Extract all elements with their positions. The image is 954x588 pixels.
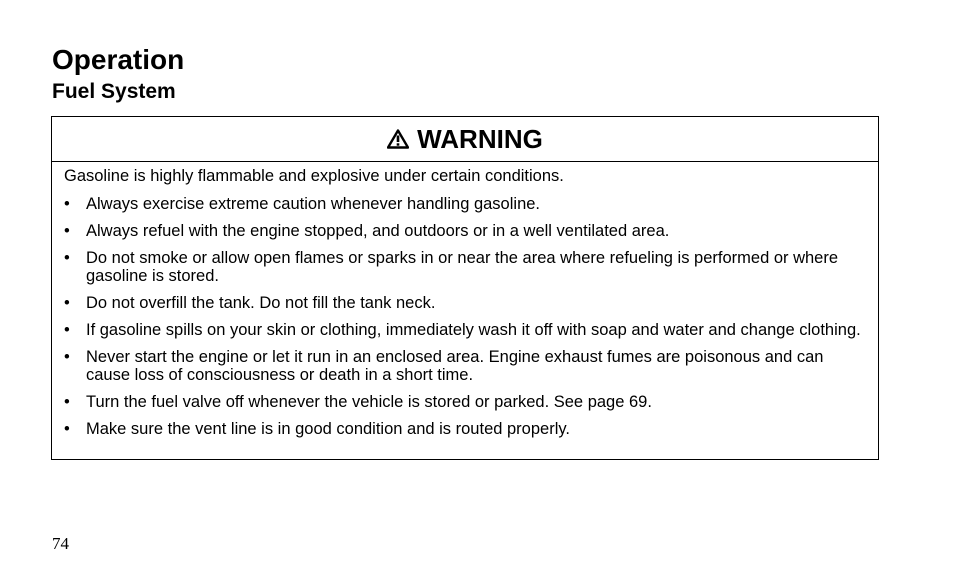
bullet-dot: •	[64, 195, 70, 213]
bullet-dot: •	[64, 420, 70, 438]
warning-body	[52, 162, 878, 438]
warning-triangle-icon	[387, 129, 409, 149]
list-item-text: If gasoline spills on your skin or clothing, immediately wash it off with soap and water and change clothing.	[86, 321, 861, 339]
list-item	[64, 195, 864, 213]
list-item-text: Never start the engine or let it run in an enclosed area. Engine exhaust fumes are poisonous and can cause loss of consciousness or death in a short time.	[86, 348, 824, 384]
bullet-dot: •	[64, 222, 70, 240]
list-item-text: Always exercise extreme caution whenever handling gasoline.	[86, 195, 540, 213]
subsection-title: Fuel System	[52, 80, 176, 103]
bullet-dot: •	[64, 393, 70, 411]
bullet-dot: •	[64, 321, 70, 339]
list-item-text: Always refuel with the engine stopped, and outdoors or in a well ventilated area.	[86, 222, 670, 240]
warning-label: WARNING	[417, 124, 543, 154]
list-item	[64, 222, 864, 240]
warning-box	[51, 116, 879, 460]
bullet-dot: •	[64, 249, 70, 267]
section-title: Operation	[52, 44, 185, 75]
list-item	[64, 249, 864, 285]
bullet-dot: •	[64, 294, 70, 312]
list-item-text: Do not smoke or allow open flames or sparks in or near the area where refueling is performed or where gasoline is stored.	[86, 249, 839, 285]
list-item-text: Turn the fuel valve off whenever the vehicle is stored or parked. See page 69.	[86, 393, 652, 411]
warning-header	[52, 117, 878, 162]
page-number: 74	[52, 534, 69, 553]
warning-list	[64, 195, 864, 438]
list-item	[64, 348, 864, 384]
list-item	[64, 294, 864, 312]
list-item	[64, 420, 864, 438]
list-item	[64, 393, 864, 411]
list-item-text: Make sure the vent line is in good condition and is routed properly.	[86, 420, 570, 438]
list-item-text: Do not overfill the tank. Do not fill the tank neck.	[86, 294, 436, 312]
warning-intro: Gasoline is highly flammable and explosive under certain conditions.	[64, 167, 564, 185]
bullet-dot: •	[64, 348, 70, 366]
list-item	[64, 321, 864, 339]
